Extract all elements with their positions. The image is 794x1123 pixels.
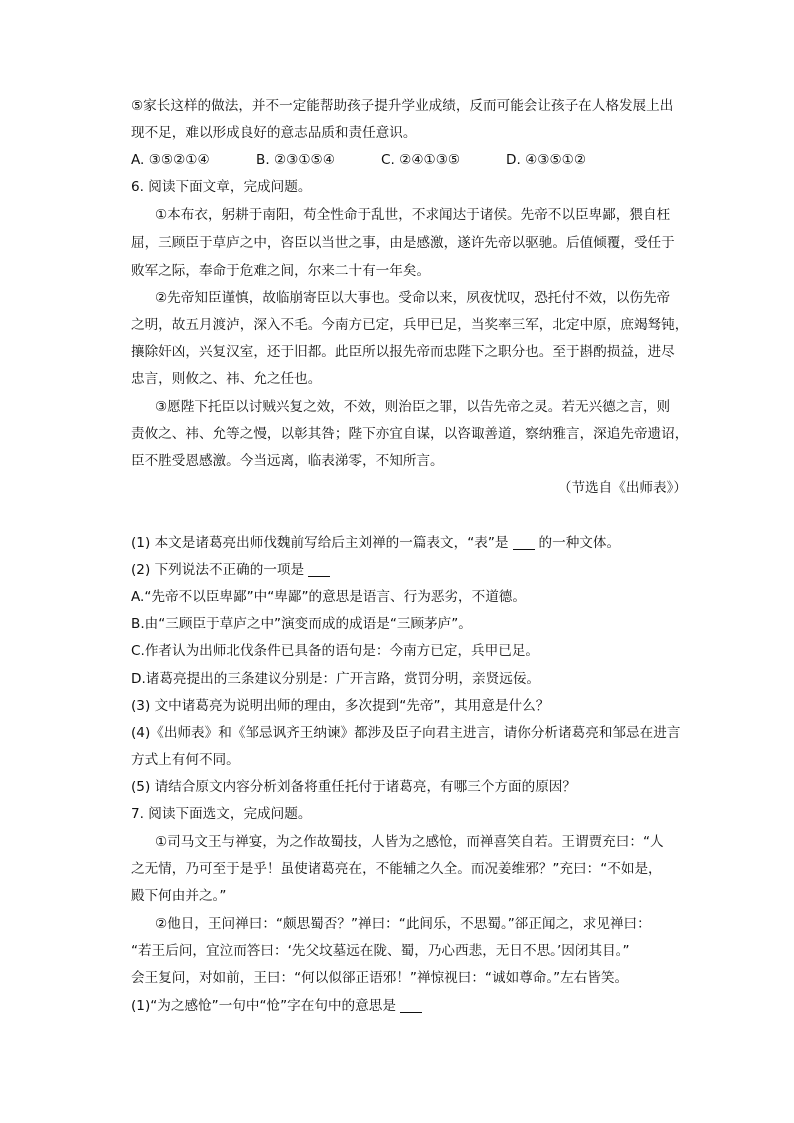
q5-options <box>131 150 631 170</box>
q5-option-c[interactable]: C. ②④①③⑤ <box>381 152 461 168</box>
q6-sq2-text: (2) 下列说法不正确的一项是 <box>131 562 305 578</box>
q7-subquestion-1 <box>131 996 426 1016</box>
q6-subquestion-4-line1: (4)《出师表》和《邹忌讽齐王纳谏》都涉及臣子向君主进言，请你分析诸葛亮和邹忌在进言 <box>131 725 681 741</box>
q6-p1-line3: 败军之际，奉命于危难之间，尔来二十有一年矣。 <box>131 263 431 279</box>
q7-p2-line2: “若王后问，宜泣而答曰：‘先父坟墓远在陇、蜀，乃心西悲，无日不思。’因闭其目。” <box>131 943 630 959</box>
q5-option-b[interactable]: B. ②③①⑤④ <box>256 152 335 168</box>
q7-header: 7. 阅读下面选文，完成问题。 <box>131 806 312 822</box>
q6-p1-line2: 屈，三顾臣于草庐之中，咨臣以当世之事，由是感激，遂许先帝以驱驰。后值倾覆，受任于 <box>131 235 675 251</box>
q6-option-b[interactable]: B.由“三顾臣于草庐之中”演变而成的成语是“三顾茅庐”。 <box>131 616 472 632</box>
q6-option-d[interactable]: D.诸葛亮提出的三条建议分别是：广开言路，赏罚分明，亲贤远佞。 <box>131 671 541 687</box>
q7-p1-line3: 殿下何由并之。” <box>131 888 227 904</box>
q5-item5-line1: ⑤家长这样的做法，并不一定能帮助孩子提升学业成绩，反而可能会让孩子在人格发展上出 <box>131 98 674 114</box>
q6-p2-line3: 攘除奸凶，兴复汉室，还于旧都。此臣所以报先帝而忠陛下之职分也。至于斟酌损益，进尽 <box>131 344 675 360</box>
q6-p3-line2: 责攸之、祎、允等之慢，以彰其咎；陛下亦宜自谋，以咨诹善道，察纳雅言，深追先帝遗诏， <box>131 426 689 442</box>
q7-p1-line1: ①司马文王与禅宴，为之作故蜀技，人皆为之感怆，而禅喜笑自若。王谓贾充曰：“人 <box>155 834 664 850</box>
q6-subquestion-1 <box>131 533 620 553</box>
q5-option-a[interactable]: A. ③⑤②①④ <box>131 152 210 168</box>
q7-p2-line1: ②他日，王问禅曰：“颇思蜀否？”禅曰：“此间乐，不思蜀。”郤正闻之，求见禅曰： <box>155 916 651 932</box>
q7-p2-line3: 会王复问，对如前，王曰：“何以似郤正语邪！”禅惊视曰：“诚如尊命。”左右皆笑。 <box>131 970 629 986</box>
q6-subquestion-4-line2: 方式上有何不同。 <box>131 752 240 768</box>
q6-option-c[interactable]: C.作者认为出师北伐条件已具备的语句是：今南方已定，兵甲已足。 <box>131 643 540 659</box>
q6-subquestion-5: (5) 请结合原文内容分析刘备将重任托付于诸葛亮，有哪三个方面的原因？ <box>131 779 576 795</box>
q6-sq1-text-a: (1) 本文是诸葛亮出师伐魏前写给后主刘禅的一篇表文，“表”是 <box>131 535 509 551</box>
q5-item5-line2: 现不足，难以形成良好的意志品质和责任意识。 <box>131 125 417 141</box>
q6-p3-line1: ③愿陛下托臣以讨贼兴复之效，不效，则治臣之罪，以告先帝之灵。若无兴德之言，则 <box>155 399 671 415</box>
q7-p1-line2: 之无情，乃可至于是乎！虽使诸葛亮在，不能辅之久全。而况姜维邪？”充曰：“不如是， <box>131 861 662 877</box>
q7-sq1-blank[interactable] <box>400 998 422 1013</box>
q5-option-d[interactable]: D. ④③⑤①② <box>506 152 587 168</box>
q6-sq1-text-b: 的一种文体。 <box>538 535 621 551</box>
q6-subquestion-2 <box>131 560 334 580</box>
q6-sq1-blank[interactable] <box>513 535 535 550</box>
q6-source: （节选自《出师表》） <box>557 480 687 496</box>
q6-p2-line1: ②先帝知臣谨慎，故临崩寄臣以大事也。受命以来，夙夜忧叹，恐托付不效，以伤先帝 <box>155 290 671 306</box>
q6-header: 6. 阅读下面文章，完成问题。 <box>131 179 312 195</box>
q7-sq1-text: (1)“为之感怆”一句中“怆”字在句中的意思是 <box>131 998 396 1014</box>
q6-p1-line1: ①本布衣，躬耕于南阳，苟全性命于乱世，不求闻达于诸侯。先帝不以臣卑鄙，猥自枉 <box>155 207 671 223</box>
q6-subquestion-3: (3) 文中诸葛亮为说明出师的理由，多次提到“先帝”，其用意是什么？ <box>131 698 550 714</box>
q6-p2-line4: 忠言，则攸之、祎、允之任也。 <box>131 371 322 387</box>
q6-p3-line3: 臣不胜受恩感激。今当远离，临表涕零，不知所言。 <box>131 453 444 469</box>
q6-sq2-blank[interactable] <box>308 562 330 577</box>
q6-p2-line2: 之明，故五月渡泸，深入不毛。今南方已定，兵甲已足，当奖率三军，北定中原，庶竭驽钝， <box>131 317 689 333</box>
q6-option-a[interactable]: A.“先帝不以臣卑鄙”中“卑鄙”的意思是语言、行为恶劣，不道德。 <box>131 589 526 605</box>
